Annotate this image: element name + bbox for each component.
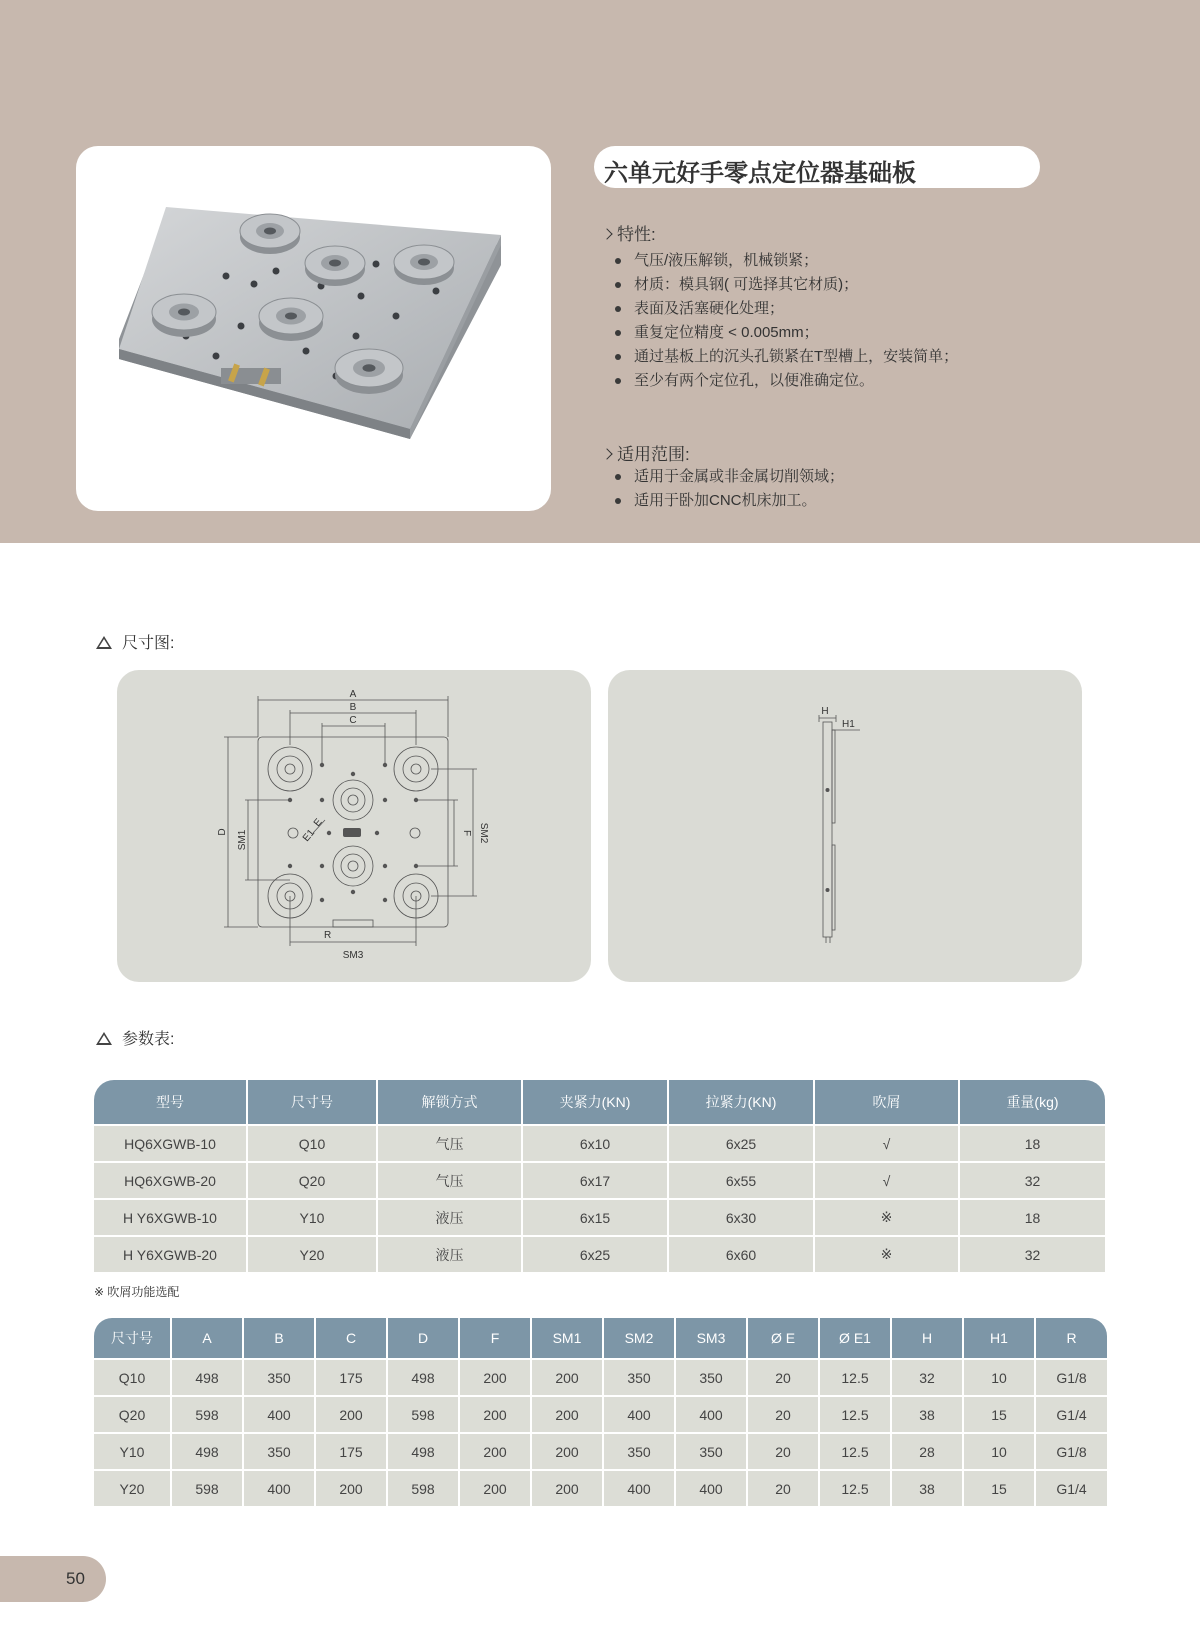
- list-item: 通过基板上的沉头孔锁紧在T型槽上，安装简单；: [612, 345, 958, 369]
- column-header: B: [243, 1318, 315, 1359]
- column-header: D: [387, 1318, 459, 1359]
- column-header: 尺寸号: [94, 1318, 171, 1359]
- column-header: SM3: [675, 1318, 747, 1359]
- page-number-tab: [0, 1556, 106, 1602]
- column-header: F: [459, 1318, 531, 1359]
- front-view-svg: [117, 670, 591, 982]
- column-header: 吹屑: [814, 1080, 959, 1125]
- column-header: A: [171, 1318, 243, 1359]
- column-header: 重量(kg): [959, 1080, 1105, 1125]
- list-item: 至少有两个定位孔，以便准确定位。: [612, 369, 958, 393]
- column-header: 尺寸号: [247, 1080, 377, 1125]
- table-row: Y10 498 350 175 498 200 200 350 350 20 12.5 28 10 G1/8: [94, 1433, 1107, 1470]
- list-item: 气压/液压解锁，机械锁紧；: [612, 249, 958, 273]
- dim-label-h1: H1: [842, 719, 855, 730]
- scope-list: [612, 465, 844, 513]
- dim-label-h: H: [821, 706, 829, 717]
- table-row: H Y6XGWB-10 Y10 液压 6x15 6x30 ※ 18: [94, 1199, 1105, 1236]
- front-view-drawing: [117, 670, 591, 982]
- product-photo-card: [76, 146, 551, 511]
- table-row: HQ6XGWB-10 Q10 气压 6x10 6x25 √ 18: [94, 1125, 1105, 1162]
- column-header: 解锁方式: [377, 1080, 522, 1125]
- column-header: SM1: [531, 1318, 603, 1359]
- column-header: Ø E1: [819, 1318, 891, 1359]
- table-header-row: [94, 1080, 1105, 1125]
- column-header: C: [315, 1318, 387, 1359]
- table-row: Y20 598 400 200 598 200 200 400 400 20 12.5 38 15 G1/4: [94, 1470, 1107, 1506]
- chevron-right-icon: [601, 448, 612, 459]
- dim-label-sm3: SM3: [342, 950, 364, 961]
- list-item: 适用于金属或非金属切削领域；: [612, 465, 844, 489]
- column-header: 型号: [94, 1080, 247, 1125]
- column-header: SM2: [603, 1318, 675, 1359]
- table-row: Q10 498 350 175 498 200 200 350 350 20 12.5 32 10 G1/8: [94, 1359, 1107, 1396]
- triangle-icon: [96, 1032, 112, 1045]
- dim-label-f: F: [461, 829, 472, 837]
- params-table: [94, 1080, 1105, 1272]
- column-header: H: [891, 1318, 963, 1359]
- page-title: 六单元好手零点定位器基础板: [604, 160, 916, 187]
- column-header: 夹紧力(KN): [522, 1080, 668, 1125]
- dim-label-b: B: [349, 702, 357, 713]
- list-item: 表面及活塞硬化处理；: [612, 297, 958, 321]
- features-list: [612, 249, 958, 393]
- product-photo: [76, 146, 551, 511]
- scope-heading: 适用范围:: [603, 440, 690, 465]
- table-row: Q20 598 400 200 598 200 200 400 400 20 12.5 38 15 G1/4: [94, 1396, 1107, 1433]
- page-number: 50: [66, 1569, 85, 1588]
- dim-label-d: D: [217, 828, 228, 836]
- column-header: R: [1035, 1318, 1107, 1359]
- dim-label-r: R: [324, 930, 332, 941]
- list-item: 适用于卧加CNC机床加工。: [612, 489, 844, 513]
- side-view-svg: [608, 670, 1082, 982]
- dim-label-sm1: SM1: [237, 829, 248, 851]
- product-title-pill: [594, 146, 1040, 188]
- table-row: HQ6XGWB-20 Q20 气压 6x17 6x55 √ 32: [94, 1162, 1105, 1199]
- side-view-drawing: [608, 670, 1082, 982]
- dim-label-c: C: [349, 715, 357, 726]
- drawings-heading: 尺寸图:: [96, 630, 174, 653]
- list-item: 重复定位精度 < 0.005mm；: [612, 321, 958, 345]
- table-note: ※ 吹屑功能选配: [94, 1285, 180, 1299]
- features-heading: 特性:: [603, 220, 656, 245]
- dim-label-e: E: [311, 816, 325, 829]
- table-header-row: [94, 1318, 1107, 1359]
- column-header: Ø E: [747, 1318, 819, 1359]
- dim-label-e1: E1: [300, 827, 318, 844]
- params-heading: 参数表:: [96, 1026, 174, 1049]
- column-header: H1: [963, 1318, 1035, 1359]
- dim-label-sm2: SM2: [478, 822, 489, 844]
- chevron-right-icon: [601, 228, 612, 239]
- triangle-icon: [96, 636, 112, 649]
- table-row: H Y6XGWB-20 Y20 液压 6x25 6x60 ※ 32: [94, 1236, 1105, 1272]
- column-header: 拉紧力(KN): [668, 1080, 814, 1125]
- list-item: 材质：模具钢( 可选择其它材质)；: [612, 273, 958, 297]
- dimensions-table: [94, 1318, 1107, 1506]
- dim-label-a: A: [349, 689, 357, 700]
